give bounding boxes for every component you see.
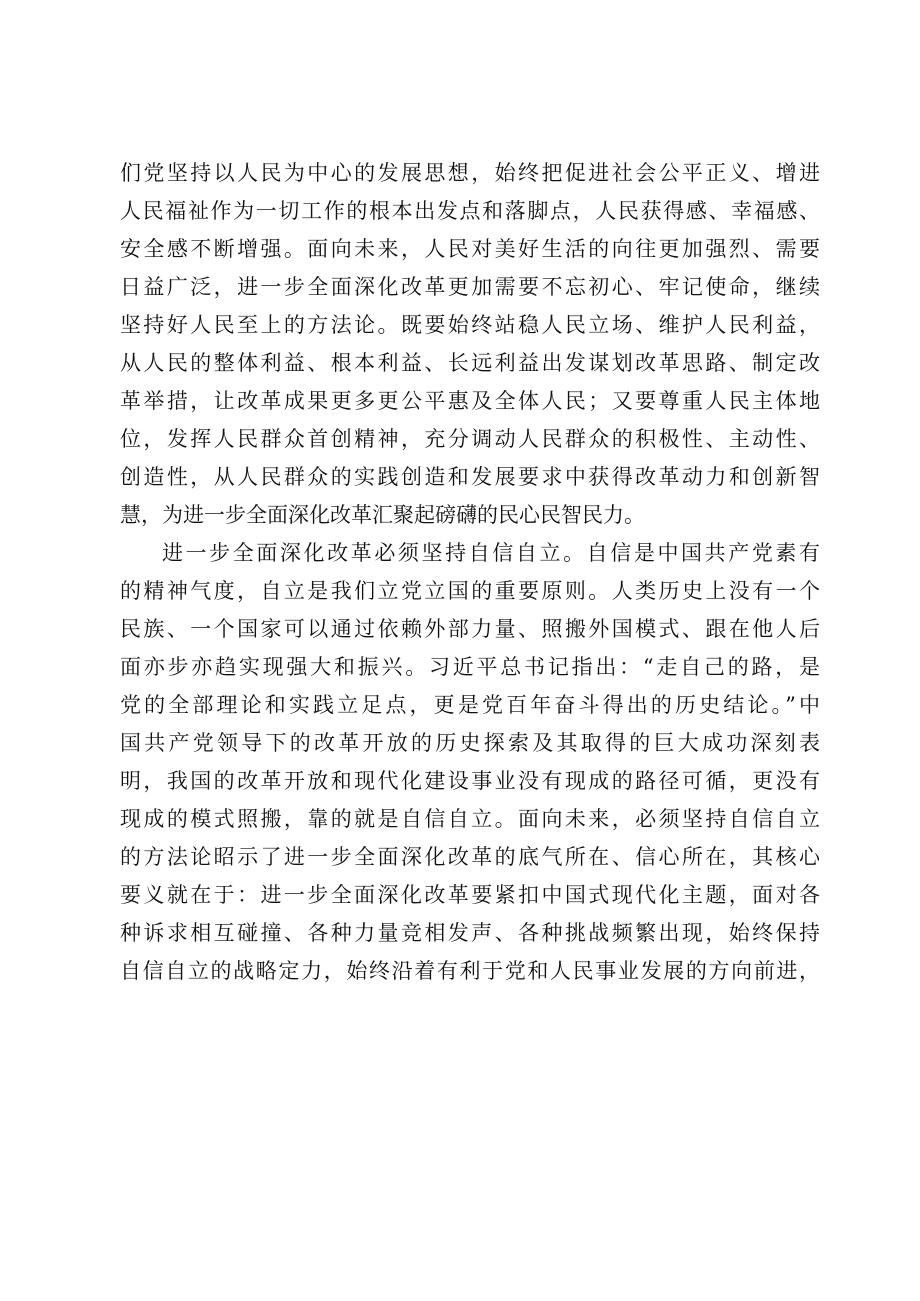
paragraph-line: 的精神气度，自立是我们立党立国的重要原则。人类历史上没有一个 xyxy=(120,579,820,603)
paragraph-line: 现成的模式照搬，靠的就是自信自立。面向未来，必须坚持自信自立 xyxy=(120,807,820,831)
paragraph-line: 进一步全面深化改革必须坚持自信自立。自信是中国共产党素有 xyxy=(162,541,820,565)
body-text xyxy=(120,154,820,990)
paragraph-line: 明，我国的改革开放和现代化建设事业没有现成的路径可循，更没有 xyxy=(120,769,820,793)
paragraph-line: 民族、一个国家可以通过依赖外部力量、照搬外国模式、跟在他人后 xyxy=(120,617,820,641)
paragraph-line: 革举措，让改革成果更多更公平惠及全体人民；又要尊重人民主体地 xyxy=(120,389,820,413)
paragraph-line: 日益广泛，进一步全面深化改革更加需要不忘初心、牢记使命，继续 xyxy=(120,275,820,299)
paragraph-2 xyxy=(120,534,820,990)
paragraph-line: 的方法论昭示了进一步全面深化改革的底气所在、信心所在，其核心 xyxy=(120,845,820,869)
paragraph-line: 从人民的整体利益、根本利益、长远利益出发谋划改革思路、制定改 xyxy=(120,351,820,375)
paragraph-line: 创造性，从人民群众的实践创造和发展要求中获得改革动力和创新智 xyxy=(120,465,820,489)
paragraph-line: 安全感不断增强。面向未来，人民对美好生活的向往更加强烈、需要 xyxy=(120,237,820,261)
paragraph-line: 们党坚持以人民为中心的发展思想，始终把促进社会公平正义、增进 xyxy=(120,161,820,185)
paragraph-1 xyxy=(120,154,820,534)
paragraph-line: 人民福祉作为一切工作的根本出发点和落脚点，人民获得感、幸福感、 xyxy=(120,199,820,223)
paragraph-line: 位，发挥人民群众首创精神，充分调动人民群众的积极性、主动性、 xyxy=(120,427,820,451)
paragraph-line: 慧，为进一步全面深化改革汇聚起磅礴的民心民智民力。 xyxy=(120,503,645,527)
paragraph-line: 要义就在于：进一步全面深化改革要紧扣中国式现代化主题，面对各 xyxy=(120,883,820,907)
paragraph-line: 党的全部理论和实践立足点，更是党百年奋斗得出的历史结论。”中 xyxy=(120,693,820,717)
paragraph-line: 自信自立的战略定力，始终沿着有利于党和人民事业发展的方向前进， xyxy=(120,959,820,983)
paragraph-line: 坚持好人民至上的方法论。既要始终站稳人民立场、维护人民利益， xyxy=(120,313,820,337)
paragraph-line: 种诉求相互碰撞、各种力量竞相发声、各种挑战频繁出现，始终保持 xyxy=(120,921,820,945)
paragraph-line: 国共产党领导下的改革开放的历史探索及其取得的巨大成功深刻表 xyxy=(120,731,820,755)
paragraph-line: 面亦步亦趋实现强大和振兴。习近平总书记指出：“走自己的路，是 xyxy=(120,655,820,679)
